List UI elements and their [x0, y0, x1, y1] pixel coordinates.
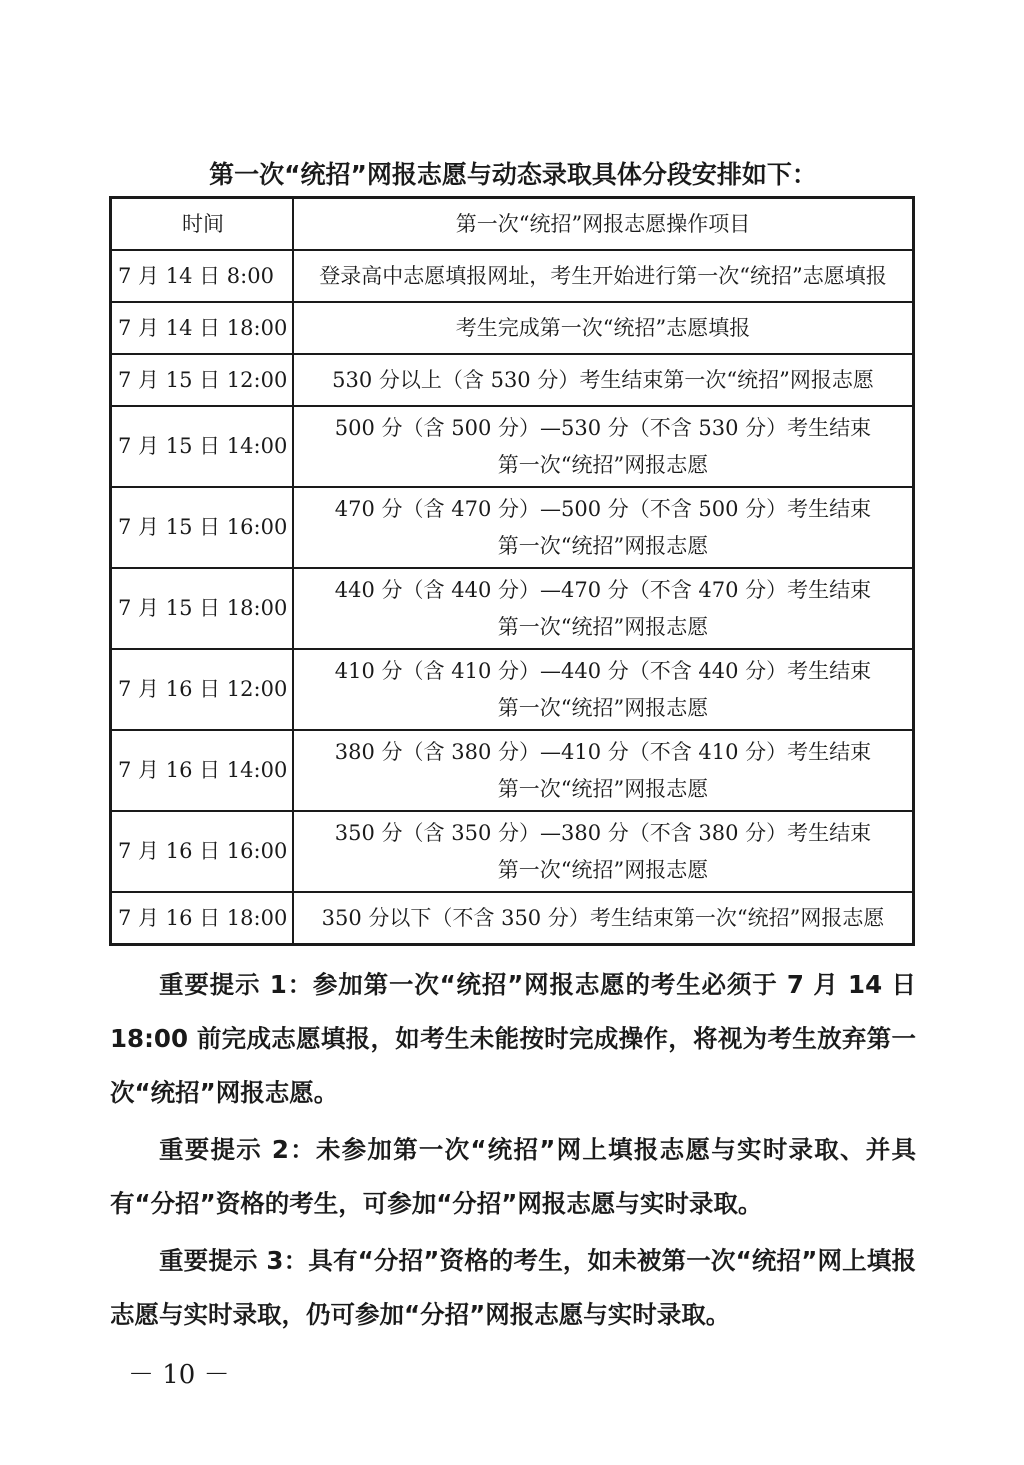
item-cell [293, 487, 914, 568]
item-line: 470 分（含 470 分）—500 分（不含 500 分）考生结束 [334, 496, 872, 521]
time-cell: 7 月 16 日 14:00 [111, 730, 294, 811]
important-note-2: 重要提示 2：未参加第一次“统招”网上填报志愿与实时录取、并具有“分招”资格的考生，可参加“分招”网报志愿与实时录取。 [110, 1135, 916, 1218]
time-cell: 7 月 15 日 18:00 [111, 568, 294, 649]
item-cell [293, 354, 914, 406]
item-cell [293, 892, 914, 945]
item-line: 410 分（含 410 分）—440 分（不含 440 分）考生结束 [334, 658, 872, 683]
item-column-header: 第一次“统招”网报志愿操作项目 [293, 198, 914, 251]
item-line: 第一次“统招”网报志愿 [497, 776, 709, 801]
time-cell: 7 月 16 日 16:00 [111, 811, 294, 892]
item-cell [293, 302, 914, 354]
table-row [111, 302, 914, 354]
important-notes [110, 958, 916, 1345]
item-line: 第一次“统招”网报志愿 [497, 695, 709, 720]
item-line: 350 分（含 350 分）—380 分（不含 380 分）考生结束 [334, 820, 872, 845]
item-line: 380 分（含 380 分）—410 分（不含 410 分）考生结束 [334, 739, 872, 764]
important-note-1: 重要提示 1：参加第一次“统招”网报志愿的考生必须于 7 月 14 日 18:00 前完成志愿填报，如考生未能按时完成操作，将视为考生放弃第一次“统招”网报志愿。 [110, 970, 916, 1107]
time-cell: 7 月 16 日 12:00 [111, 649, 294, 730]
item-line: 350 分以下（不含 350 分）考生结束第一次“统招”网报志愿 [321, 905, 885, 930]
item-line: 第一次“统招”网报志愿 [497, 857, 709, 882]
time-cell: 7 月 14 日 8:00 [111, 250, 294, 302]
table-row [111, 354, 914, 406]
time-cell: 7 月 15 日 12:00 [111, 354, 294, 406]
item-line: 500 分（含 500 分）—530 分（不含 530 分）考生结束 [334, 415, 872, 440]
page-number: － 10 － [128, 1360, 230, 1390]
item-cell [293, 406, 914, 487]
item-line: 考生完成第一次“统招”志愿填报 [455, 315, 751, 340]
item-line: 登录高中志愿填报网址，考生开始进行第一次“统招”志愿填报 [319, 263, 887, 288]
item-line: 530 分以上（含 530 分）考生结束第一次“统招”网报志愿 [332, 367, 874, 392]
time-cell: 7 月 16 日 18:00 [111, 892, 294, 945]
table-row [111, 250, 914, 302]
schedule-table [109, 196, 915, 946]
item-cell [293, 730, 914, 811]
table-row [111, 406, 914, 487]
item-line: 440 分（含 440 分）—470 分（不含 470 分）考生结束 [334, 577, 872, 602]
time-cell: 7 月 15 日 16:00 [111, 487, 294, 568]
time-cell: 7 月 15 日 14:00 [111, 406, 294, 487]
item-cell [293, 811, 914, 892]
item-line: 第一次“统招”网报志愿 [497, 452, 709, 477]
item-line: 第一次“统招”网报志愿 [497, 614, 709, 639]
table-row [111, 568, 914, 649]
table-row [111, 730, 914, 811]
time-cell: 7 月 14 日 18:00 [111, 302, 294, 354]
item-line: 第一次“统招”网报志愿 [497, 533, 709, 558]
table-row [111, 811, 914, 892]
table-row [111, 487, 914, 568]
table-row [111, 892, 914, 945]
item-cell [293, 568, 914, 649]
important-note-3: 重要提示 3：具有“分招”资格的考生，如未被第一次“统招”网上填报志愿与实时录取，仍可参加“分招”网报志愿与实时录取。 [110, 1246, 916, 1329]
section-heading: 第一次“统招”网报志愿与动态录取具体分段安排如下： [209, 160, 817, 189]
item-cell [293, 649, 914, 730]
item-cell [293, 250, 914, 302]
time-column-header: 时间 [111, 198, 294, 251]
table-header-row [111, 198, 914, 251]
table-row [111, 649, 914, 730]
